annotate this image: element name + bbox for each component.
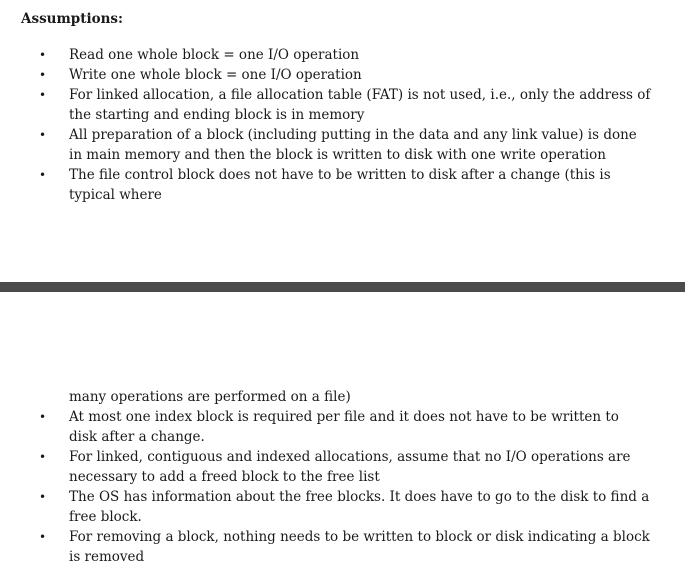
list-item-text: At most one index block is required per file and it does not have to be written to disk after a change. [69,409,619,445]
list-item-text: The OS has information about the free blocks. It does have to go to the disk to find a free block. [69,489,650,525]
list-item-text: The file control block does not have to be written to disk after a change (this is typical where [69,167,611,203]
assumptions-heading: Assumptions: [21,11,123,27]
assumptions-list-bottom [0,407,685,567]
bullet-icon: • [39,88,47,102]
list-item [0,487,685,527]
assumptions-list-top [0,45,685,205]
list-item-text: Write one whole block = one I/O operation [69,67,362,83]
list-item [0,65,685,85]
list-item-text: For linked allocation, a file allocation table (FAT) is not used, i.e., only the address of the starting and ending block is in memory [69,87,651,123]
list-item-text: Read one whole block = one I/O operation [69,47,360,63]
list-item-text: For removing a block, nothing needs to be written to block or disk indicating a block is removed [69,529,650,565]
bullet-icon: • [39,48,47,62]
list-item-text: For linked, contiguous and indexed allocations, assume that no I/O operations are necessary to add a freed block to the free list [69,449,631,485]
bullet-icon: • [39,530,47,544]
list-item [0,447,685,487]
bullet-icon: • [39,410,47,424]
list-item-text: All preparation of a block (including putting in the data and any link value) is done in main memory and then the block is written to disk with one write operation [69,127,637,163]
bullet-icon: • [39,490,47,504]
list-item [0,407,685,447]
list-item [0,527,685,567]
bullet-icon: • [39,168,47,182]
list-item [0,45,685,65]
bullet-icon: • [39,128,47,142]
list-item [0,85,685,125]
bullet-icon: • [39,450,47,464]
list-item [0,165,685,205]
list-item-continuation: many operations are performed on a file) [69,389,351,405]
bullet-icon: • [39,68,47,82]
page-break-divider [0,282,685,292]
list-item [0,125,685,165]
